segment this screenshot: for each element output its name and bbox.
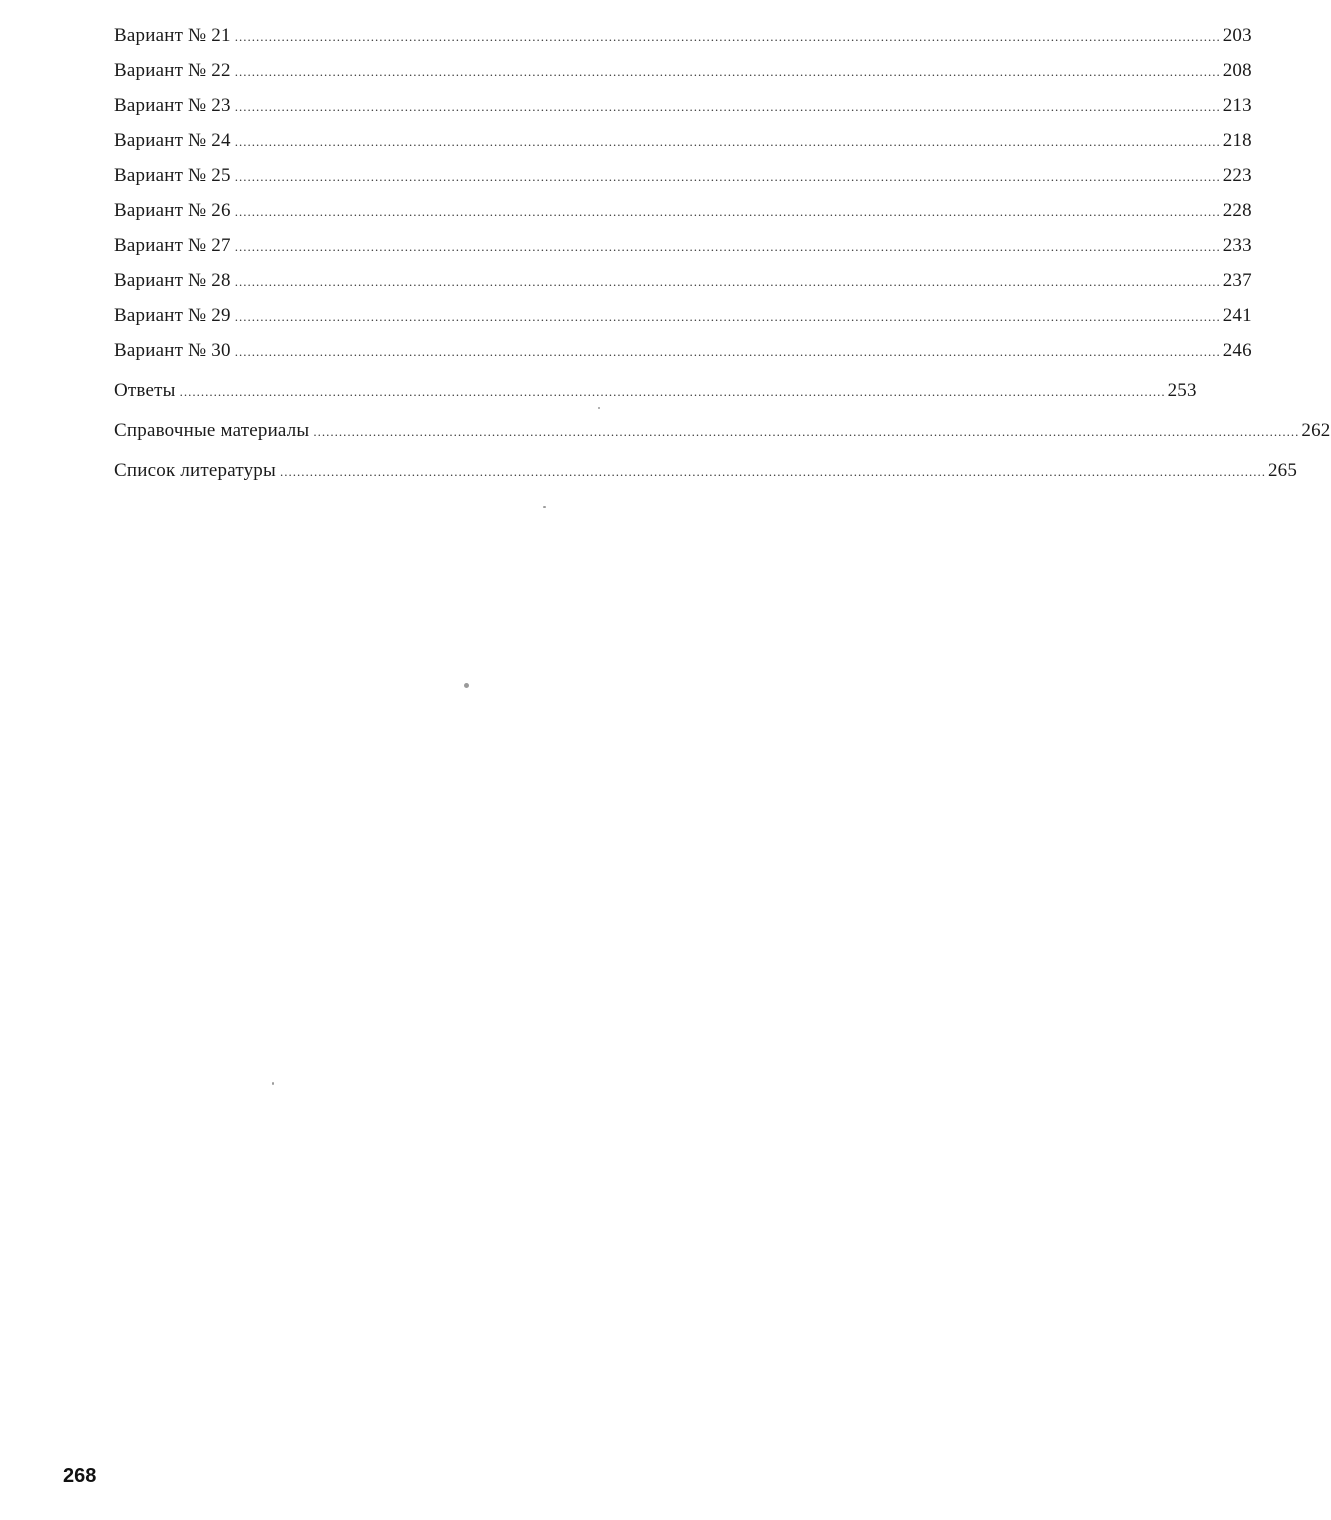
toc-entry-page: 246 (1222, 340, 1252, 361)
scan-speck (598, 407, 600, 409)
toc-entry-title: Вариант № 24 (114, 130, 231, 151)
toc-entry-page: 233 (1222, 235, 1252, 256)
toc-entry-title: Вариант № 29 (114, 305, 231, 326)
dot-leader: ........................................................................................................................................................................................................................................ (279, 464, 1266, 479)
toc-entry-reference-materials[interactable] (114, 419, 1331, 443)
toc-entry-title: Вариант № 22 (114, 60, 231, 81)
dot-leader: ........................................................................................................................................................................................................................................ (313, 424, 1300, 439)
dot-leader: ........................................................................................................................................................................................................................................ (179, 384, 1166, 399)
toc-entry-variant-24[interactable] (114, 129, 1252, 153)
dot-leader: ........................................................................................................................................................................................................................................ (234, 99, 1221, 114)
toc-entry-title: Вариант № 27 (114, 235, 231, 256)
scan-speck (272, 1082, 274, 1085)
toc-entry-page: 223 (1222, 165, 1252, 186)
toc-entry-title: Список литературы (114, 460, 276, 481)
toc-entry-page: 253 (1167, 380, 1197, 401)
dot-leader: ........................................................................................................................................................................................................................................ (234, 64, 1221, 79)
toc-entry-variant-25[interactable] (114, 164, 1252, 188)
toc-entry-title: Справочные материалы (114, 420, 310, 441)
toc-entry-variant-27[interactable] (114, 234, 1252, 258)
toc-entry-page: 208 (1222, 60, 1252, 81)
toc-entry-page: 237 (1222, 270, 1252, 291)
toc-entry-page: 262 (1301, 420, 1331, 441)
toc-entry-variant-29[interactable] (114, 304, 1252, 328)
dot-leader: ........................................................................................................................................................................................................................................ (234, 29, 1221, 44)
toc-entry-title: Вариант № 25 (114, 165, 231, 186)
page-number: 268 (63, 1465, 97, 1487)
toc-entry-answers[interactable] (114, 379, 1197, 403)
toc-entry-title: Вариант № 21 (114, 25, 231, 46)
toc-entry-title: Вариант № 30 (114, 340, 231, 361)
dot-leader: ........................................................................................................................................................................................................................................ (234, 239, 1221, 254)
toc-entry-page: 203 (1222, 25, 1252, 46)
toc-entry-variant-22[interactable] (114, 59, 1252, 83)
dot-leader: ........................................................................................................................................................................................................................................ (234, 169, 1221, 184)
toc-entry-variant-28[interactable] (114, 269, 1252, 293)
dot-leader: ........................................................................................................................................................................................................................................ (234, 204, 1221, 219)
toc-entry-title: Ответы (114, 380, 176, 401)
toc-entry-variant-21[interactable] (114, 24, 1252, 48)
toc-entry-page: 213 (1222, 95, 1252, 116)
toc-entry-title: Вариант № 26 (114, 200, 231, 221)
dot-leader: ........................................................................................................................................................................................................................................ (234, 274, 1221, 289)
toc-entry-page: 241 (1222, 305, 1252, 326)
toc-entry-variant-23[interactable] (114, 94, 1252, 118)
toc-entry-page: 218 (1222, 130, 1252, 151)
toc-entry-page: 265 (1267, 460, 1298, 481)
toc-entry-title: Вариант № 23 (114, 95, 231, 116)
scan-speck (543, 506, 546, 508)
toc-entry-page: 228 (1222, 200, 1252, 221)
toc-entry-title: Вариант № 28 (114, 270, 231, 291)
toc-entry-bibliography[interactable] (114, 459, 1298, 483)
toc-entry-variant-26[interactable] (114, 199, 1252, 223)
dot-leader: ........................................................................................................................................................................................................................................ (234, 309, 1221, 324)
toc-entry-variant-30[interactable] (114, 339, 1252, 363)
table-of-contents (114, 24, 1331, 483)
dot-leader: ........................................................................................................................................................................................................................................ (234, 134, 1221, 149)
dot-leader: ........................................................................................................................................................................................................................................ (234, 344, 1221, 359)
scan-speck (464, 683, 469, 688)
